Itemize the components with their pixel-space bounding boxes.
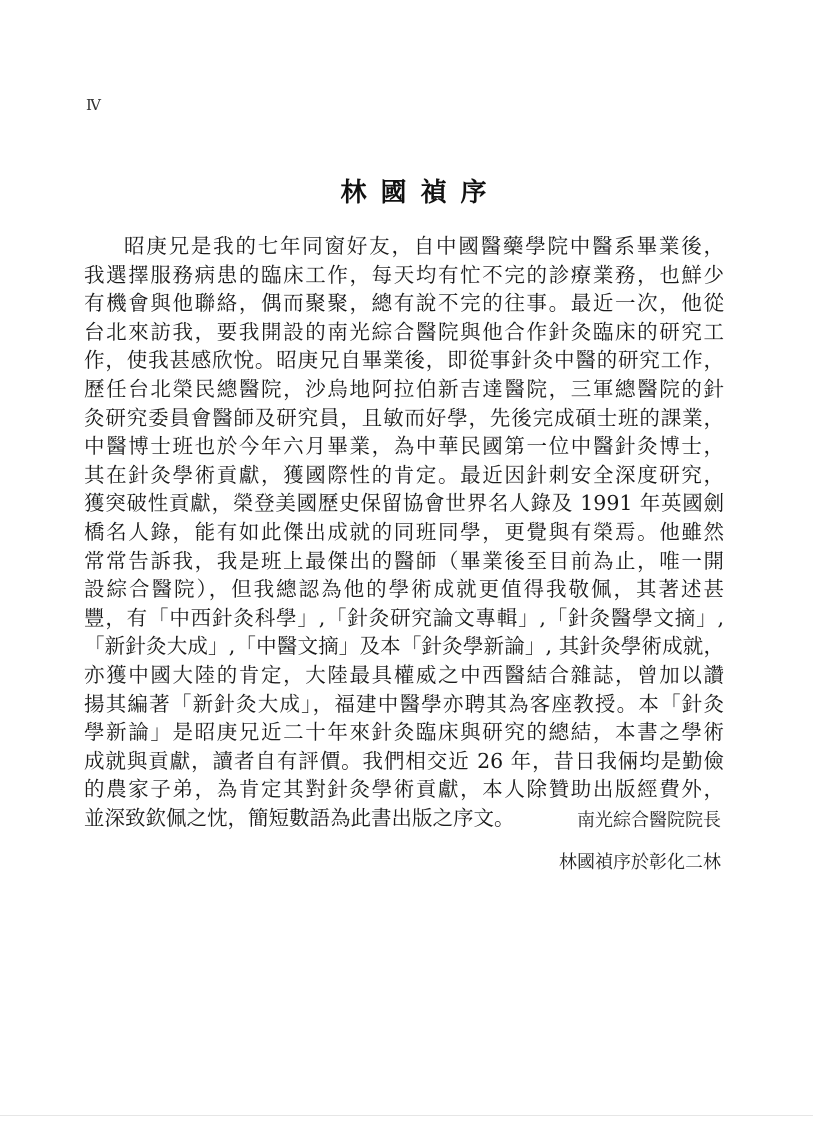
body-line: 台北來訪我，要我開設的南光綜合醫院與他合作針灸臨床的研究工 [84, 319, 724, 344]
page-divider [0, 1115, 813, 1116]
preface-body [84, 232, 724, 832]
body-line: 成就與貢獻，讀者自有評價。我們相交近 26 年，昔日我倆均是勤儉 [84, 748, 724, 773]
body-line: 昭庚兄是我的七年同窗好友，自中國醫藥學院中醫系畢業後， [124, 234, 724, 258]
body-line: 有機會與他聯絡，偶而聚聚，總有說不完的往事。最近一次，他從 [84, 291, 724, 316]
body-line: 灸研究委員會醫師及研究員，且敏而好學，先後完成碩士班的課業， [84, 405, 724, 430]
body-line: 亦獲中國大陸的肯定，大陸最具權威之中西醫結合雜誌，曾加以讚 [84, 662, 724, 687]
body-line: 作，使我甚感欣悅。昭庚兄自畢業後，即從事針灸中醫的研究工作， [84, 348, 724, 373]
body-line: 並深致欽佩之忱，簡短數語為此書出版之序文。 [84, 805, 515, 830]
body-line: 設綜合醫院），但我總認為他的學術成就更值得我敬佩，其著述甚 [84, 577, 724, 602]
body-line: 我選擇服務病患的臨床工作，每天均有忙不完的診療業務，也鮮少 [84, 262, 724, 287]
body-line: 其在針灸學術貢獻，獲國際性的肯定。最近因針刺安全深度研究， [84, 462, 724, 487]
body-line: 「新針灸大成」,「中醫文摘」及本「針灸學新論」, 其針灸學術成就， [84, 634, 724, 659]
signature-position: 南光綜合醫院院長 [577, 810, 721, 831]
page-number: Ⅳ [86, 96, 101, 114]
body-line: 學新論」是昭庚兄近二十年來針灸臨床與研究的總結，本書之學術 [84, 720, 724, 745]
body-line: 中醫博士班也於今年六月畢業，為中華民國第一位中醫針灸博士， [84, 434, 724, 459]
body-line: 常常告訴我，我是班上最傑出的醫師（畢業後至目前為止，唯一開 [84, 548, 724, 573]
body-line: 獲突破性貢獻，榮登美國歷史保留協會世界名人錄及 1991 年英國劍 [84, 491, 724, 516]
body-line: 的農家子弟，為肯定其對針灸學術貢獻，本人除贊助出版經費外， [84, 777, 724, 802]
page-title: 林國禎序 [340, 178, 501, 208]
body-line: 揚其編著「新針灸大成」，福建中醫學亦聘其為客座教授。本「針灸 [84, 691, 724, 716]
body-line: 歷任台北榮民總醫院，沙烏地阿拉伯新吉達醫院，三軍總醫院的針 [84, 376, 724, 401]
body-line: 豐，有「中西針灸科學」,「針灸研究論文專輯」,「針灸醫學文摘」, [84, 605, 724, 630]
body-line: 橋名人錄，能有如此傑出成就的同班同學，更覺與有榮焉。他雖然 [84, 519, 724, 544]
signature-author: 林國禎序於彰化二林 [559, 852, 721, 873]
